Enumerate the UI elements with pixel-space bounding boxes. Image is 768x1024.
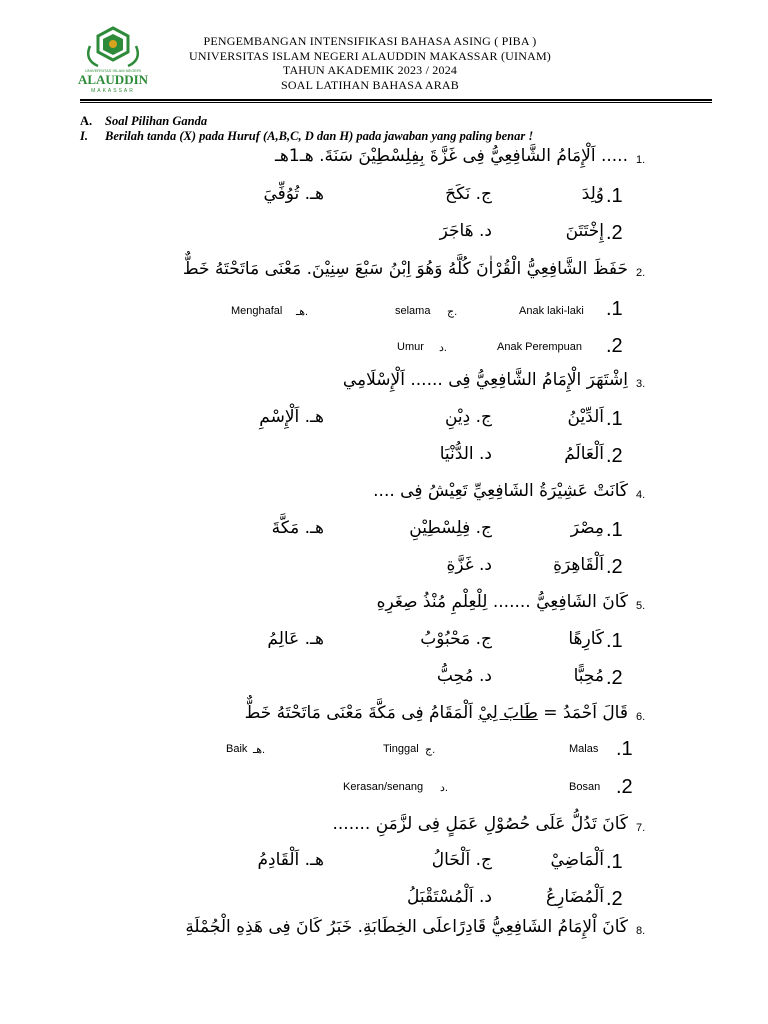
option-h-marker: هـ. <box>296 306 309 318</box>
option-2-number: .2 <box>606 222 623 244</box>
question-text: اِشْتَهَرَ الْإِمَامُ الشَّافِعِيُّ فِى ...... اَلْإِسْلَامِي <box>342 370 628 390</box>
option-d[interactable]: د. غَزَّةِ <box>446 555 492 575</box>
option-h[interactable]: هـ. اَلْإِسْمِ <box>259 407 324 427</box>
option-1[interactable]: مِصْرَ <box>570 518 604 538</box>
option-1-number: .1 <box>606 630 623 652</box>
option-c-marker: ج. <box>447 306 458 318</box>
option-h[interactable]: هـ. اَلْقَادِمُ <box>257 850 324 870</box>
header-rule-thin <box>80 102 712 103</box>
logo-name: ALAUDDIN <box>77 72 149 87</box>
question-text: كَانَ اْلإِمَامُ الشَافِعِيُّ قَادِرًاعلَى الخِطَابَةِ. خَبَرُ كَانَ فِى هَذِهِ الْجُمْلَةِ <box>185 917 628 937</box>
option-1[interactable]: وُلِدَ <box>581 184 604 204</box>
header-line-3: TAHUN AKADEMIK 2023 / 2024 <box>282 63 458 77</box>
option-c[interactable]: ج. اَلْحَالُ <box>431 850 492 870</box>
option-c[interactable]: ج. نَكَحَ <box>445 184 492 204</box>
section-a-label: A. <box>80 114 93 128</box>
question-text: ..... اَلْإِمَامُ الشَّافِعِيُّ فِى غَزَّةَ بِفِلِسْطِيْنَ سَنَةَ. هـ1هـ <box>274 146 628 166</box>
option-1[interactable]: Anak laki-laki <box>519 305 584 317</box>
section-a-title: Soal Pilihan Ganda <box>105 114 208 128</box>
question-text: كَانَ تَدُلُّ عَلَى حُصُوْلِ عَمَلٍ فِى لزَّمَنِ ....... <box>332 814 628 834</box>
section-heading <box>80 114 533 144</box>
option-c-marker: ج. <box>425 744 436 756</box>
logo-small-text: UNIVERSITAS ISLAM NEGERI <box>85 68 141 73</box>
option-d-marker: د. <box>439 342 447 354</box>
option-1-number: .1 <box>606 185 623 207</box>
question-text: حَفَظَ الشَّافِعِيُّ الْقُرْاٰنَ كُلَّهُ وَهُوَ اِبْنُ سَبْعَ سِنِيْنَ. مَعْنَى مَاتَحْتَهُ خَطٌّ <box>182 259 628 279</box>
question-number: 6. <box>636 711 646 723</box>
question-number: 1. <box>636 154 646 166</box>
university-logo <box>72 24 154 96</box>
option-d-marker: د. <box>440 782 448 794</box>
question-text: كَانَتْ عَشِيْرَةُ الشَافِعِيِّ تَعِيْشُ فِى .... <box>373 481 628 501</box>
option-d[interactable]: د. مُحِبُّ <box>436 666 492 686</box>
option-c[interactable]: ج. مَحْبُوْبُ <box>420 629 492 649</box>
option-c[interactable]: selama <box>395 305 431 317</box>
option-2[interactable]: اَلْعَالَمُ <box>564 444 604 464</box>
option-2-number: .2 <box>606 667 623 689</box>
option-h[interactable]: هـ. مَكَّةَ <box>271 518 324 538</box>
option-2[interactable]: Bosan <box>569 781 601 793</box>
option-2-number: .2 <box>606 888 623 910</box>
option-h[interactable]: هـ. تُوُفِّيَ <box>263 184 324 204</box>
question-text-post: اَلْمَقَامُ فِى مَكَّةَ مَعْنَى مَاتَحْتَهُ خَطٌّ <box>244 703 479 723</box>
question-text <box>245 703 628 723</box>
option-1-number: .1 <box>606 298 623 320</box>
option-1-number: .1 <box>616 738 633 760</box>
header-rule-thick <box>80 99 712 101</box>
option-2-number: .2 <box>606 445 623 467</box>
option-1-number: .1 <box>606 408 623 430</box>
header-line-4: SOAL LATIHAN BAHASA ARAB <box>280 77 460 92</box>
option-2-number: .2 <box>606 556 623 578</box>
option-h[interactable]: Menghafal <box>231 305 283 317</box>
logo-sub: MAKASSAR <box>91 88 135 94</box>
question-text: كَانَ الشَافِعِيُّ ....... لِلْعِلْمِ مُنْذُ صِغَرِهِ <box>376 592 628 612</box>
option-1[interactable]: كَارِهًا <box>568 629 604 649</box>
option-1[interactable]: Malas <box>569 743 599 755</box>
question-number: 5. <box>636 600 646 612</box>
option-h[interactable]: Baik <box>226 743 248 755</box>
option-c[interactable]: ج. فِلِسْطِيْنِ <box>409 518 492 538</box>
option-2[interactable]: اَلْقَاهِرَةِ <box>553 555 604 575</box>
option-1-number: .1 <box>606 519 623 541</box>
option-2[interactable]: إِخْتَتَنَ <box>565 221 604 241</box>
option-1[interactable]: اَلدِّيْنُ <box>567 407 604 427</box>
question-number: 7. <box>636 822 646 834</box>
question-text-pre: قَالَ اَحْمَدُ = <box>537 703 628 723</box>
question-number: 2. <box>636 267 646 279</box>
option-1[interactable]: اَلْمَاضِيْ <box>550 850 604 870</box>
option-d[interactable]: د. الدُّنْيَا <box>439 444 492 464</box>
letterhead <box>150 34 590 92</box>
option-1-number: .1 <box>606 851 623 873</box>
option-2-number: .2 <box>616 776 633 798</box>
header-line-2: UNIVERSITAS ISLAM NEGERI ALAUDDIN MAKASSAR (UINAM) <box>188 48 552 63</box>
option-2[interactable]: مُحِبًّا <box>573 666 604 686</box>
option-d[interactable]: د. اَلْمُسْتَقْبَلُ <box>406 887 492 907</box>
section-i-title: Berilah tanda (X) pada Huruf (A,B,C, D dan H) pada jawaban yang paling benar ! <box>105 129 534 143</box>
question-underlined-phrase: طَابَ لِيْ <box>478 703 538 723</box>
option-h-marker: هـ. <box>253 744 266 756</box>
question-number: 3. <box>636 378 646 390</box>
header-line-1: PENGEMBANGAN INTENSIFIKASI BAHASA ASING ( PIBA ) <box>203 34 537 48</box>
section-i-label: I. <box>80 129 88 143</box>
question-number: 8. <box>636 925 646 937</box>
option-c[interactable]: ج. دِيْنِ <box>444 407 492 427</box>
question-number: 4. <box>636 489 646 501</box>
option-c[interactable]: Tinggal <box>383 743 419 755</box>
option-d[interactable]: Kerasan/senang <box>343 781 424 793</box>
option-h[interactable]: هـ. عَالِمُ <box>267 629 324 649</box>
option-d[interactable]: Umur <box>397 341 424 353</box>
option-2-number: .2 <box>606 335 623 357</box>
option-2[interactable]: Anak Perempuan <box>497 341 582 353</box>
option-2[interactable]: اَلْمُضَارِعُ <box>545 887 604 907</box>
option-d[interactable]: د. هَاجَرَ <box>439 221 492 241</box>
